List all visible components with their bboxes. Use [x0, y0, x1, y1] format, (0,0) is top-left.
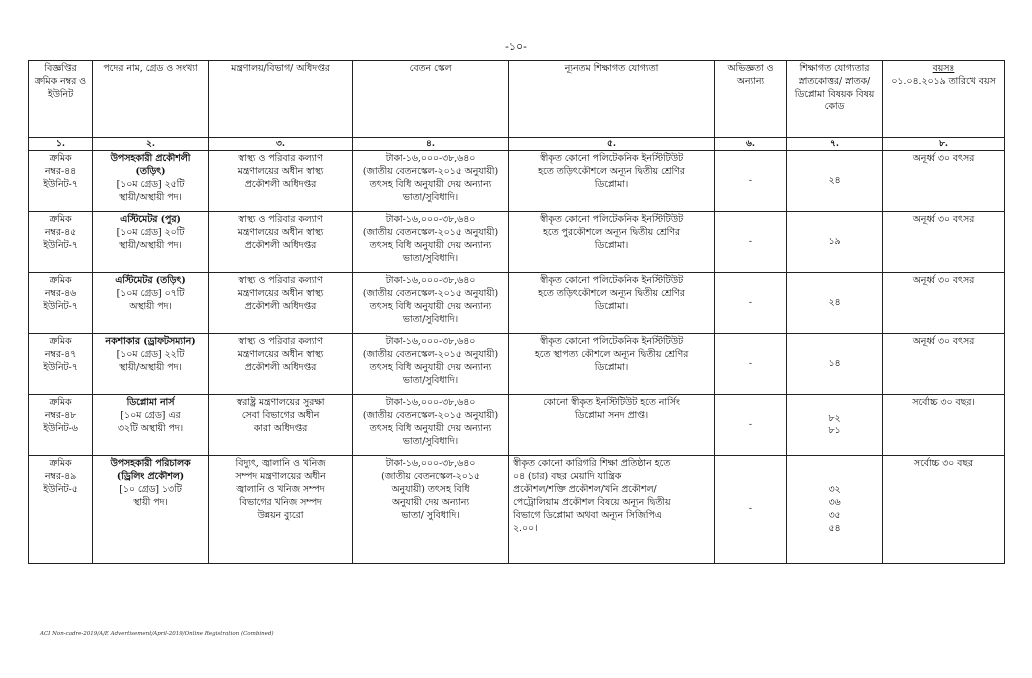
cell-line: (জাতীয় বেতনস্কেল-২০১৫ অনুযায়ী): [362, 166, 499, 178]
header-row: [29, 61, 1005, 138]
cell-line: নম্বর-৪৬: [44, 288, 77, 300]
header-experience: অভিজ্ঞতা ও অন্যান্য: [715, 61, 787, 138]
cell-line: ভাতা/সুবিধাদি।: [402, 191, 459, 203]
cell-line: ২৪: [828, 296, 841, 308]
cell-line: [১০ গ্রেড] ১৩টি: [119, 484, 182, 496]
cell-line: টাকা-১৬,০০০-৩৮,৬৪০: [385, 275, 476, 287]
cell-line: নম্বর-৪৭: [44, 349, 77, 361]
cell-line: টাকা-১৬,০০০-৩৮,৬৪০: [385, 336, 476, 348]
cell-line: মন্ত্রণালয়ের অধীন স্বাস্থ্য: [237, 288, 324, 300]
cell-line: ৩৬: [828, 497, 841, 509]
cell-line: ডিপ্লোমা।: [594, 301, 629, 313]
experience-cell: -: [715, 456, 787, 564]
ministry-cell: [209, 395, 353, 456]
cell-line: স্বরাষ্ট্র মন্ত্রণালয়ের সুরক্ষা: [236, 397, 325, 409]
age-cell: সর্বোচ্চ ৩০ বছর।: [883, 395, 1005, 456]
cell-line: ইউনিট-৭: [43, 179, 78, 191]
cell-line: স্থায়ী/অস্থায়ী পদ।: [119, 191, 182, 203]
table-row: [29, 273, 1005, 334]
cell-line: পেট্রোলিয়াম প্রকৌশল বিষয়ে অন্যূন দ্বিতীয়: [513, 496, 671, 508]
cell-line: নম্বর-৪৯: [44, 471, 77, 483]
cell-line: ইউনিট-৬: [43, 423, 78, 435]
cell-line: অনুযায়ী দেয় অন্যান্য: [391, 496, 470, 508]
experience-cell: -: [715, 212, 787, 273]
column-number-row: [29, 138, 1005, 151]
post-title: ডিপ্লোমা নার্স: [126, 397, 175, 409]
cell-line: ভাতা/সুবিধাদি।: [402, 252, 459, 264]
header-subject-code: শিক্ষাগত যোগ্যতার স্নাতকোত্তর/ স্নাতক/ ডিপ্লোমা বিষয়ক বিষয় কোড: [787, 61, 883, 138]
cell-line: সেবা বিভাগের অধীন: [241, 410, 320, 422]
subject-code-cell: [787, 456, 883, 564]
footer-note: ACI Non-cadre-2019/A/E Advertisement/April-2019/Online Registration (Combined): [40, 631, 274, 637]
age-cell: অনূর্ধ্ব ৩০ বৎসর: [883, 212, 1005, 273]
post-cell: [93, 151, 209, 212]
cell-line: স্বাস্থ্য ও পরিবার কল্যাণ: [238, 336, 323, 348]
pay-scale-cell: [353, 456, 509, 564]
cell-line: স্বাস্থ্য ও পরিবার কল্যাণ: [238, 214, 323, 226]
cell-line: ০৪ (চার) বছর মেয়াদি যান্ত্রিক: [513, 471, 622, 483]
pay-scale-cell: [353, 273, 509, 334]
cell-line: জ্বালানি ও খনিজ সম্পদ: [236, 484, 325, 496]
cell-line: বিভাগের খনিজ সম্পদ: [239, 496, 322, 508]
post-cell: [93, 395, 209, 456]
age-cell: সর্বোচ্চ ৩০ বছর: [883, 456, 1005, 564]
recruitment-table: [28, 60, 1005, 564]
ministry-cell: [209, 212, 353, 273]
cell-line: [১০ম গ্রেড] ২৫টি: [116, 179, 185, 191]
cell-line: প্রকৌশলী অধিদপ্তর: [244, 240, 317, 252]
cell-line: স্থায়ী পদ।: [133, 496, 168, 508]
cell-line: স্বীকৃত কোনো পলিটেকনিক ইনস্টিটিউট: [539, 214, 684, 226]
serial-cell: [29, 151, 93, 212]
cell-line: স্বীকৃত কোনো পলিটেকনিক ইনস্টিটিউট: [539, 336, 684, 348]
post-cell: [93, 273, 209, 334]
post-title: নকশাকার (ড্রাফটসম্যান): [105, 336, 196, 348]
age-cell: অনূর্ধ্ব ৩০ বৎসর: [883, 151, 1005, 212]
cell-line: ভাতা/ সুবিধাদি।: [401, 509, 460, 521]
cell-line: ২৪: [828, 174, 841, 186]
header-age-date: ০১.০৪.২০১৯ তারিখে বয়স: [891, 75, 996, 87]
subject-code-cell: [787, 273, 883, 334]
cell-line: মন্ত্রণালয়ের অধীন স্বাস্থ্য: [237, 166, 324, 178]
cell-line: স্বীকৃত কোনো পলিটেকনিক ইনস্টিটিউট: [539, 153, 684, 165]
cell-line: ক্রমিক: [49, 153, 72, 165]
cell-line: [১০ম গ্রেড] ০৭টি: [116, 288, 185, 300]
cell-line: তৎসহ বিধি অনুযায়ী দেয় অন্যান্য: [369, 362, 492, 374]
subject-code-cell: [787, 334, 883, 395]
page-number: -১০-: [505, 40, 527, 53]
header-age-label: বয়সঃ: [932, 63, 955, 74]
cell-line: ক্রমিক: [49, 397, 72, 409]
cell-line: ৮১: [828, 425, 841, 437]
subject-code-cell: [787, 151, 883, 212]
column-number: ৬.: [715, 138, 787, 151]
cell-line: (জাতীয় বেতনস্কেল-২০১৫: [381, 471, 480, 483]
header-ministry: মন্ত্রণালয়/বিভাগ/ অধিদপ্তর: [209, 61, 353, 138]
cell-line: প্রকৌশলী অধিদপ্তর: [244, 301, 317, 313]
cell-line: ক্রমিক: [49, 336, 72, 348]
cell-line: [১০ম গ্রেড] ২২টি: [116, 349, 185, 361]
serial-cell: [29, 273, 93, 334]
cell-line: স্থায়ী/অস্থায়ী পদ।: [119, 362, 182, 374]
cell-line: স্বাস্থ্য ও পরিবার কল্যাণ: [238, 275, 323, 287]
cell-line: নম্বর-৪৫: [44, 227, 77, 239]
ministry-cell: [209, 456, 353, 564]
cell-line: তৎসহ বিধি অনুযায়ী দেয় অন্যান্য: [369, 301, 492, 313]
cell-line: ১৯: [828, 235, 841, 247]
cell-line: নম্বর-৪৪: [44, 166, 77, 178]
cell-line: স্বীকৃত কোনো পলিটেকনিক ইনস্টিটিউট: [539, 275, 684, 287]
serial-cell: [29, 456, 93, 564]
cell-line: উন্নয়ন ব্যুরো: [257, 509, 304, 521]
cell-line: ভাতা/সুবিধাদি।: [402, 374, 459, 386]
pay-scale-cell: [353, 395, 509, 456]
cell-line: কারা অধিদপ্তর: [253, 423, 308, 435]
table-row: [29, 212, 1005, 273]
pay-scale-cell: [353, 334, 509, 395]
subject-code-cell: [787, 212, 883, 273]
cell-line: হতে তড়িৎকৌশলে অন্যূন দ্বিতীয় শ্রেণির: [538, 288, 685, 300]
cell-line: প্রকৌশলী অধিদপ্তর: [244, 362, 317, 374]
cell-line: অস্থায়ী পদ।: [129, 301, 172, 313]
serial-cell: [29, 212, 93, 273]
pay-scale-cell: [353, 151, 509, 212]
ministry-cell: [209, 151, 353, 212]
cell-line: ক্রমিক: [49, 214, 72, 226]
cell-line: মন্ত্রণালয়ের অধীন স্বাস্থ্য: [237, 227, 324, 239]
cell-line: ৩২: [828, 484, 841, 496]
cell-line: নম্বর-৪৮: [44, 410, 77, 422]
cell-line: টাকা-১৬,০০০-৩৮,৬৪০: [385, 153, 476, 165]
cell-line: ৩২টি অস্থায়ী পদ।: [117, 423, 184, 435]
header-post: পদের নাম, গ্রেড ও সংখ্যা: [93, 61, 209, 138]
cell-line: কোনো স্বীকৃত ইনস্টিটিউট হতে নার্সিং: [543, 397, 680, 409]
header-pay-scale: বেতন স্কেল: [353, 61, 509, 138]
cell-line: তৎসহ বিধি অনুযায়ী দেয় অন্যান্য: [369, 179, 492, 191]
cell-line: তৎসহ বিধি অনুযায়ী দেয় অন্যান্য: [369, 240, 492, 252]
cell-line: অনুযায়ী) তৎসহ বিধি: [391, 484, 470, 496]
post-cell: [93, 334, 209, 395]
column-number: ৪.: [353, 138, 509, 151]
header-serial: বিজ্ঞপ্তির ক্রমিক নম্বর ও ইউনিট: [29, 61, 93, 138]
cell-line: সম্পদ মন্ত্রণালয়ের অধীন: [235, 471, 326, 483]
post-title: উপসহকারী প্রকৌশলী (তড়িৎ): [110, 153, 191, 178]
experience-cell: -: [715, 273, 787, 334]
pay-scale-cell: [353, 212, 509, 273]
cell-line: ভাতা/সুবিধাদি।: [402, 313, 459, 325]
post-title: এস্টিমেটর (পুর): [120, 214, 181, 226]
cell-line: [১০ম গ্রেড] এর: [120, 410, 181, 422]
cell-line: ডিপ্লোমা।: [594, 179, 629, 191]
cell-line: ইউনিট-৭: [43, 301, 78, 313]
post-cell: [93, 456, 209, 564]
cell-line: [১০ম গ্রেড] ২০টি: [116, 227, 185, 239]
cell-line: স্বাস্থ্য ও পরিবার কল্যাণ: [238, 153, 323, 165]
cell-line: ক্রমিক: [49, 458, 72, 470]
cell-line: ১৪: [828, 357, 841, 369]
cell-line: হতে তড়িৎকৌশলে অন্যূন দ্বিতীয় শ্রেণির: [538, 166, 685, 178]
column-number: ২.: [93, 138, 209, 151]
experience-cell: -: [715, 395, 787, 456]
cell-line: হতে পুরকৌশলে অন্যূন দ্বিতীয় শ্রেণির: [543, 227, 680, 239]
cell-line: ডিপ্লোমা।: [594, 240, 629, 252]
qualification-cell: [509, 212, 715, 273]
cell-line: বিদ্যুৎ, জ্বালানি ও খনিজ: [235, 458, 326, 470]
cell-line: (জাতীয় বেতনস্কেল-২০১৫ অনুযায়ী): [362, 227, 499, 239]
cell-line: প্রকৌশলী অধিদপ্তর: [244, 179, 317, 191]
cell-line: টাকা-১৬,০০০-৩৮,৬৪০: [385, 397, 476, 409]
experience-cell: -: [715, 151, 787, 212]
cell-line: ৩৫: [828, 509, 841, 521]
header-age: [883, 61, 1005, 138]
serial-cell: [29, 334, 93, 395]
post-title: এস্টিমেটর (তড়িৎ): [115, 275, 186, 287]
age-cell: অনূর্ধ্ব ৩০ বৎসর: [883, 273, 1005, 334]
cell-line: ডিপ্লোমা।: [594, 362, 629, 374]
cell-line: ডিপ্লোমা সনদ প্রাপ্ত।: [574, 410, 649, 422]
cell-line: ৮২: [828, 412, 841, 424]
cell-line: ইউনিট-৫: [43, 484, 78, 496]
cell-line: টাকা-১৬,০০০-৩৮,৬৪০: [385, 214, 476, 226]
column-number: ৭.: [787, 138, 883, 151]
column-number: ৩.: [209, 138, 353, 151]
table-row: [29, 334, 1005, 395]
cell-line: ইউনিট-৭: [43, 362, 78, 374]
header-qualification: ন্যূনতম শিক্ষাগত যোগ্যতা: [509, 61, 715, 138]
serial-cell: [29, 395, 93, 456]
post-title: উপসহকারী পরিচালক (ড্রিলিং প্রকৌশল): [110, 458, 191, 483]
experience-cell: -: [715, 334, 787, 395]
cell-line: স্বীকৃত কোনো কারিগরি শিক্ষা প্রতিষ্ঠান হতে: [513, 458, 671, 470]
qualification-cell: [509, 334, 715, 395]
ministry-cell: [209, 273, 353, 334]
cell-line: বিভাগে ডিপ্লোমা অথবা অন্যূন সিজিপিএ: [513, 509, 662, 521]
cell-line: টাকা-১৬,০০০-৩৮,৬৪০: [385, 458, 476, 470]
cell-line: প্রকৌশল/শক্তি প্রকৌশল/খনি প্রকৌশল/: [513, 484, 657, 496]
cell-line: ৫৪: [828, 522, 841, 534]
cell-line: তৎসহ বিধি অনুযায়ী দেয় অন্যান্য: [369, 423, 492, 435]
cell-line: স্থায়ী/অস্থায়ী পদ।: [119, 240, 182, 252]
post-cell: [93, 212, 209, 273]
qualification-cell: [509, 456, 715, 564]
cell-line: (জাতীয় বেতনস্কেল-২০১৫ অনুযায়ী): [362, 288, 499, 300]
column-number: ৫.: [509, 138, 715, 151]
age-cell: অনূর্ধ্ব ৩০ বৎসর: [883, 334, 1005, 395]
table-row: [29, 395, 1005, 456]
qualification-cell: [509, 395, 715, 456]
cell-line: ইউনিট-৭: [43, 240, 78, 252]
cell-line: মন্ত্রণালয়ের অধীন স্বাস্থ্য: [237, 349, 324, 361]
subject-code-cell: [787, 395, 883, 456]
qualification-cell: [509, 273, 715, 334]
qualification-cell: [509, 151, 715, 212]
cell-line: ক্রমিক: [49, 275, 72, 287]
ministry-cell: [209, 334, 353, 395]
table-row: [29, 456, 1005, 564]
cell-line: হতে স্থাপত্য কৌশলে অন্যূন দ্বিতীয় শ্রেণির: [534, 349, 689, 361]
cell-line: ভাতা/সুবিধাদি।: [402, 435, 459, 447]
cell-line: (জাতীয় বেতনস্কেল-২০১৫ অনুযায়ী): [362, 410, 499, 422]
column-number: ৮.: [883, 138, 1005, 151]
cell-line: ২.০০।: [513, 522, 538, 534]
table-row: [29, 151, 1005, 212]
cell-line: (জাতীয় বেতনস্কেল-২০১৫ অনুযায়ী): [362, 349, 499, 361]
column-number: ১.: [29, 138, 93, 151]
